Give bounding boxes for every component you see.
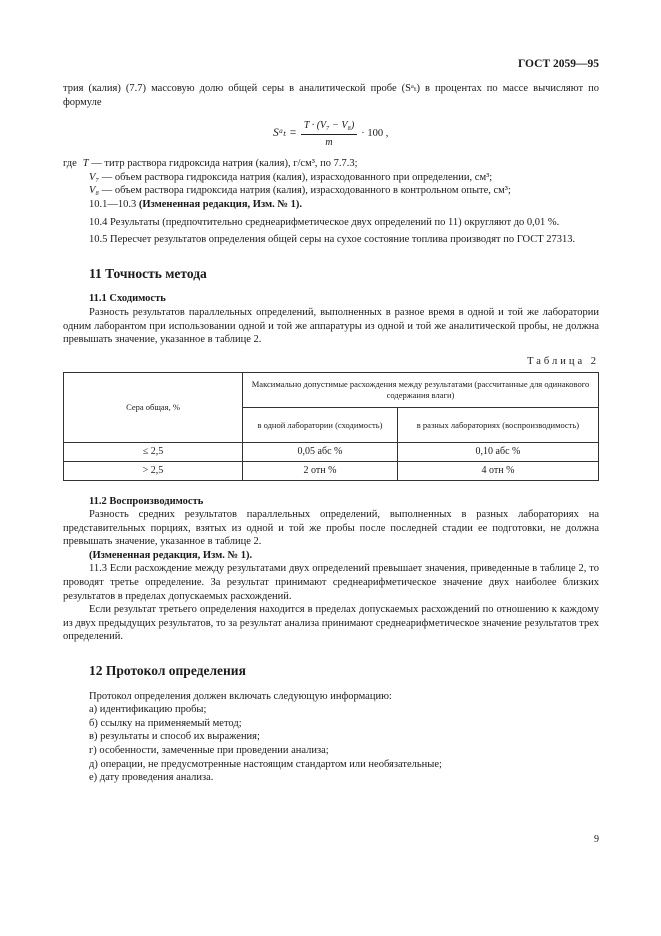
table-header-reproducibility: в разных лабораториях (воспроизводимость) <box>397 408 598 443</box>
legend-text: — объем раствора гидроксида натрия (калия), израсходованного при определении, см³; <box>101 171 493 183</box>
page-content <box>63 82 599 785</box>
legend-symbol: V₇ <box>89 171 100 183</box>
table-header-group: Максимально допустимые расхождения между результатами (рассчитанные для одинакового содержания влаги) <box>243 373 599 408</box>
formula-lhs: Sᵃₜ = <box>273 127 297 140</box>
amendment-text: (Измененная редакция, Изм. № 1). <box>138 198 302 210</box>
legend-symbol: V₈ <box>89 185 100 197</box>
paragraph-10-5: 10.5 Пересчет результатов определения общей серы на сухое состояние топлива производят по ГОСТ 27313. <box>89 234 576 246</box>
table-cell: 0,05 абс % <box>243 443 398 462</box>
legend-row-v7 <box>63 171 599 185</box>
precision-table <box>63 372 599 480</box>
paragraph-11-3-continued: Если результат третьего определения находится в пределах допускаемых расхождений по отношению к каждому из двух предыдущих результатов, то за результат анализа принимают среднеарифметическое значение результатов трех определений. <box>63 604 599 643</box>
table-cell: > 2,5 <box>64 461 243 480</box>
list-item: б) ссылку на применяемый метод; <box>89 717 242 729</box>
list-item: а) идентификацию пробы; <box>89 704 207 716</box>
list-item: е) дату проведения анализа. <box>89 772 214 784</box>
protocol-intro: Протокол определения должен включать следующую информацию: <box>89 690 392 702</box>
subsection-11-2-title: 11.2 Воспроизводимость <box>89 495 204 507</box>
paragraph-10-4: 10.4 Результаты (предпочтительно среднеарифметическое двух определений по 11) округляют до 0,01 %. <box>89 216 560 228</box>
table-header-repeatability: в одной лаборатории (сходимость) <box>243 408 398 443</box>
formula-fraction <box>301 119 357 149</box>
section-11-title: 11 Точность метода <box>89 265 207 281</box>
amendment-ref: 10.1—10.3 <box>89 198 137 210</box>
document-id: ГОСТ 2059—95 <box>518 58 599 70</box>
formula-denominator: m <box>325 136 333 148</box>
legend-row-t <box>63 157 599 171</box>
formula-rhs: · 100 , <box>361 128 389 140</box>
subsection-11-1-title: 11.1 Сходимость <box>89 293 166 305</box>
amendment-note-2: (Измененная редакция, Изм. № 1). <box>89 549 253 561</box>
list-item: д) операции, не предусмотренные настоящим стандартом или необязательные; <box>89 758 442 770</box>
legend-symbol: T <box>82 158 89 170</box>
subsection-11-1-text: Разность результатов параллельных определений, выполненных в разное время в одной и той же лаборатории одним лаборантом при использовании одной и той же аппаратуры из одной и той же аналитической пробы, не должна превышать значение, указанное в таблице 2. <box>63 306 599 346</box>
table-header-sulfur: Сера общая, % <box>64 373 243 443</box>
table-cell: 2 отн % <box>243 461 398 480</box>
page-number: 9 <box>594 834 599 845</box>
legend-row-v8 <box>63 184 599 198</box>
table-cell: ≤ 2,5 <box>64 443 243 462</box>
paragraph-11-3: 11.3 Если расхождение между результатами двух определений превышает значения, приведенные в таблице 2, то проводят третье определение. За результат принимают среднеарифметическое значение двух наиболее близких результатов в пределах допускаемых расхождений. <box>63 563 599 602</box>
subsection-11-2-text: Разность средних результатов параллельных определений, выполненных в разных лабораториях на представительных порциях, взятых из одной и той же пробы после последней стадии ее подготовки, не должна превышать значение, указанное в таблице 2. <box>63 509 599 548</box>
sulfur-formula <box>63 117 599 151</box>
table-row <box>64 461 599 480</box>
list-item: г) особенности, замеченные при проведении анализа; <box>89 745 329 756</box>
list-item: в) результаты и способ их выражения; <box>89 731 260 743</box>
formula-numerator: T · (V₇ − V₈) <box>301 119 357 135</box>
table-cell: 4 отн % <box>397 461 598 480</box>
table-caption: Таблица 2 <box>527 355 599 367</box>
amendment-note-1 <box>63 198 599 212</box>
protocol-list <box>63 703 599 785</box>
legend-text: — титр раствора гидроксида натрия (калия), г/см³, по 7.7.3; <box>91 158 358 170</box>
intro-paragraph: трия (калия) (7.7) массовую долю общей серы в аналитической пробе (Sᵃₜ) в процентах по массе вычисляют по формуле <box>63 83 599 108</box>
legend-lead: где <box>63 158 77 170</box>
table-row <box>64 443 599 462</box>
formula-legend <box>63 157 599 198</box>
legend-text: — объем раствора гидроксида натрия (калия), израсходованного в контрольном опыте, см³; <box>101 185 511 197</box>
section-12-title: 12 Протокол определения <box>89 663 246 679</box>
table-cell: 0,10 абс % <box>397 443 598 462</box>
